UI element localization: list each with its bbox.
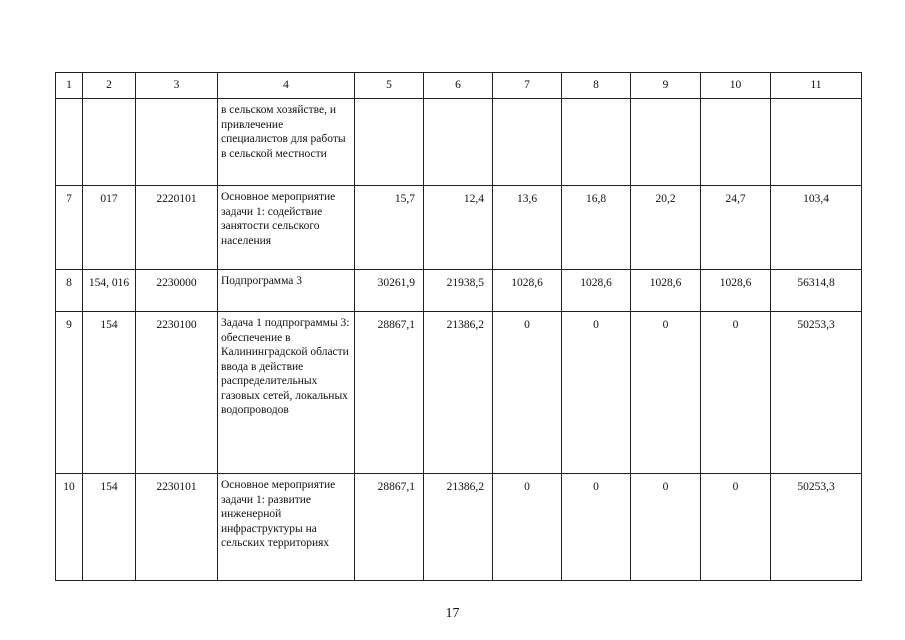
description-cell: Подпрограмма 3 [218,270,355,312]
code-cell: 154 [83,312,136,474]
row-number [56,99,83,186]
value-cell: 12,4 [424,186,493,270]
table-row [56,270,862,312]
value-cell: 0 [701,312,771,474]
code-cell [83,99,136,186]
value-cell: 0 [493,474,562,581]
value-cell: 21386,2 [424,474,493,581]
value-cell [355,99,424,186]
value-cell: 0 [631,474,701,581]
header-cell: 6 [424,73,493,99]
value-cell [701,99,771,186]
table-row [56,474,862,581]
value-cell [631,99,701,186]
description-cell: Основное мероприятие задачи 1: развитие инженерной инфраструктуры на сельских территориях [218,474,355,581]
value-cell [493,99,562,186]
header-cell: 8 [562,73,631,99]
csr-cell [136,99,218,186]
row-number: 10 [56,474,83,581]
value-cell: 16,8 [562,186,631,270]
code-cell: 154, 016 [83,270,136,312]
value-cell: 0 [493,312,562,474]
header-cell: 1 [56,73,83,99]
header-cell: 2 [83,73,136,99]
budget-table [55,72,862,581]
value-cell: 103,4 [771,186,862,270]
value-cell: 0 [701,474,771,581]
table-row [56,186,862,270]
row-number: 8 [56,270,83,312]
value-cell: 20,2 [631,186,701,270]
value-cell: 30261,9 [355,270,424,312]
code-cell: 017 [83,186,136,270]
value-cell: 28867,1 [355,312,424,474]
header-cell: 11 [771,73,862,99]
value-cell: 24,7 [701,186,771,270]
csr-cell: 2230101 [136,474,218,581]
value-cell: 1028,6 [562,270,631,312]
header-cell: 7 [493,73,562,99]
table-header-row [56,73,862,99]
code-cell: 154 [83,474,136,581]
table-row [56,99,862,186]
value-cell [771,99,862,186]
row-number: 9 [56,312,83,474]
page-number: 17 [445,606,460,621]
value-cell: 15,7 [355,186,424,270]
value-cell: 21938,5 [424,270,493,312]
header-cell: 5 [355,73,424,99]
value-cell: 13,6 [493,186,562,270]
value-cell: 1028,6 [701,270,771,312]
header-cell: 9 [631,73,701,99]
csr-cell: 2230000 [136,270,218,312]
value-cell [424,99,493,186]
header-cell: 3 [136,73,218,99]
description-cell: Основное мероприятие задачи 1: содействие занятости сельского населения [218,186,355,270]
row-number: 7 [56,186,83,270]
value-cell: 1028,6 [493,270,562,312]
header-cell: 10 [701,73,771,99]
header-cell: 4 [218,73,355,99]
value-cell: 1028,6 [631,270,701,312]
value-cell: 0 [631,312,701,474]
description-cell: Задача 1 подпрограммы 3: обеспечение в Калининградской области ввода в действие распределительных газовых сетей, локальных водопроводов [218,312,355,474]
value-cell: 0 [562,474,631,581]
value-cell: 50253,3 [771,474,862,581]
value-cell: 28867,1 [355,474,424,581]
value-cell: 56314,8 [771,270,862,312]
csr-cell: 2230100 [136,312,218,474]
csr-cell: 2220101 [136,186,218,270]
value-cell [562,99,631,186]
value-cell: 0 [562,312,631,474]
description-cell: в сельском хозяйстве, и привлечение специалистов для работы в сельской местности [218,99,355,186]
table-row [56,312,862,474]
value-cell: 50253,3 [771,312,862,474]
value-cell: 21386,2 [424,312,493,474]
